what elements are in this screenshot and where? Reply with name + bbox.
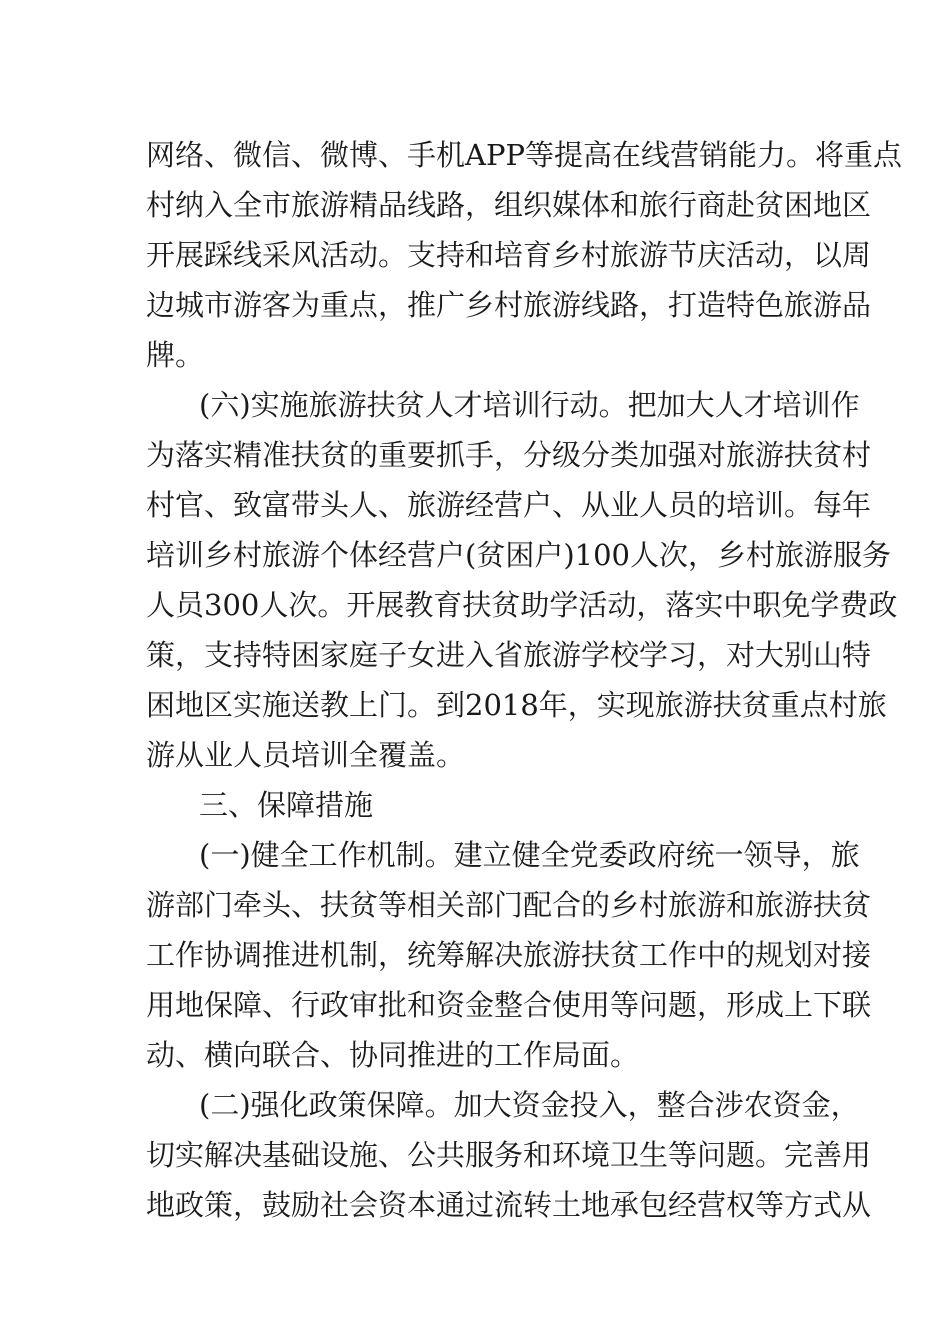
text-line: 困地区实施送教上门。到2018年，实现旅游扶贫重点村旅 bbox=[146, 688, 887, 722]
text-line: 牌。 bbox=[146, 338, 205, 372]
text-line: 动、横向联合、协同推进的工作局面。 bbox=[146, 1038, 640, 1072]
paragraph-heading-line: (一)健全工作机制。建立健全党委政府统一领导，旅 bbox=[199, 838, 860, 872]
text-line: 地政策，鼓励社会资本通过流转土地承包经营权等方式从 bbox=[146, 1188, 872, 1222]
section-heading: 三、保障措施 bbox=[199, 788, 374, 822]
text-line: 村纳入全市旅游精品线路，组织媒体和旅行商赴贫困地区 bbox=[146, 188, 872, 222]
text-line: 开展踩线采风活动。支持和培育乡村旅游节庆活动，以周 bbox=[146, 238, 872, 272]
paragraph-heading-line: (六)实施旅游扶贫人才培训行动。把加大人才培训作 bbox=[199, 388, 860, 422]
text-line: 边城市游客为重点，推广乡村旅游线路，打造特色旅游品 bbox=[146, 288, 872, 322]
text-line: 切实解决基础设施、公共服务和环境卫生等问题。完善用 bbox=[146, 1138, 872, 1172]
text-line: 工作协调推进机制，统筹解决旅游扶贫工作中的规划对接 bbox=[146, 938, 872, 972]
text-line: 策，支持特困家庭子女进入省旅游学校学习，对大别山特 bbox=[146, 638, 872, 672]
text-line: 用地保障、行政审批和资金整合使用等问题，形成上下联 bbox=[146, 988, 872, 1022]
text-line: 游从业人员培训全覆盖。 bbox=[146, 738, 466, 772]
text-line: 人员300人次。开展教育扶贫助学活动，落实中职免学费政 bbox=[146, 588, 898, 622]
text-line: 网络、微信、微博、手机APP等提高在线营销能力。将重点 bbox=[146, 138, 902, 172]
text-line: 村官、致富带头人、旅游经营户、从业人员的培训。每年 bbox=[146, 488, 872, 522]
text-line: 培训乡村旅游个体经营户(贫困户)100人次，乡村旅游服务 bbox=[146, 538, 891, 572]
text-line: 为落实精准扶贫的重要抓手，分级分类加强对旅游扶贫村 bbox=[146, 438, 872, 472]
text-line: 游部门牵头、扶贫等相关部门配合的乡村旅游和旅游扶贫 bbox=[146, 888, 872, 922]
paragraph-heading-line: (二)强化政策保障。加大资金投入，整合涉农资金， bbox=[199, 1088, 860, 1122]
